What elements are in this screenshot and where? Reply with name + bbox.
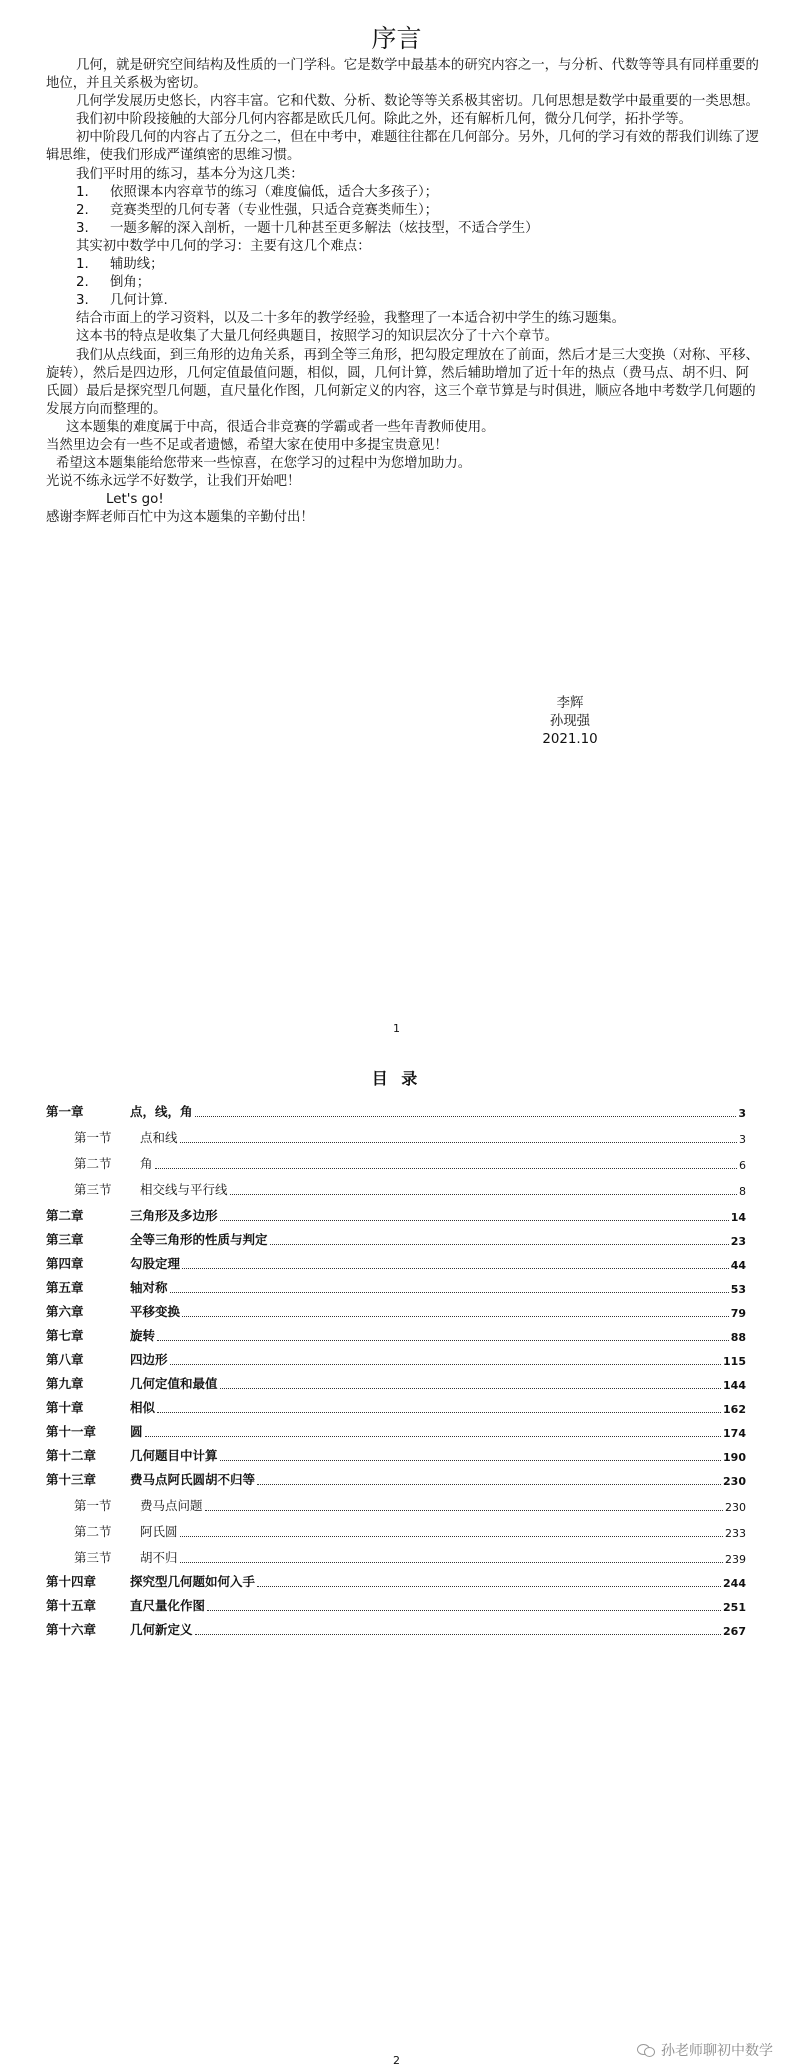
toc-entry-number: 第十二章 [46, 1448, 97, 1463]
paragraph-text: 辅助线； [110, 257, 164, 273]
paragraph-text: 依照课本内容章节的练习（难度偏低，适合大多孩子）； [110, 184, 439, 200]
paragraph-text: 一题多解的深入剖析，一题十几种甚至更多解法（炫技型，不适合学生） [110, 220, 539, 236]
toc-entry-page: 162 [723, 1403, 746, 1416]
toc-entry-title: 角 [140, 1156, 153, 1171]
toc-entry-number: 第三节 [74, 1550, 112, 1565]
toc-entry-number: 第十五章 [46, 1598, 97, 1613]
toc-section-row[interactable] [46, 1152, 746, 1172]
toc-page [0, 1040, 793, 2066]
toc-entry-number: 第八章 [46, 1352, 84, 1367]
toc-entry-number: 第二节 [74, 1524, 112, 1539]
toc-entry-title: 直尺量化作图 [130, 1598, 206, 1613]
toc-chapter-row[interactable] [46, 1570, 746, 1590]
toc-entry-number: 第一章 [46, 1104, 84, 1119]
toc-entry-page: 115 [723, 1355, 746, 1368]
paragraph-text: 几何，就是研究空间结构及性质的一门学科。它是数学中最基本的研究内容之一，与分析、代数等等具有同样重要的地位，并且关系极为密切。 [46, 58, 759, 92]
list-number: 2. [76, 275, 89, 291]
toc-entry-number: 第二章 [46, 1208, 84, 1223]
toc-leader [195, 1116, 737, 1117]
toc-chapter-row[interactable] [46, 1420, 746, 1440]
paragraph [46, 310, 762, 328]
toc-chapter-row[interactable] [46, 1204, 746, 1224]
toc-entry-number: 第五章 [46, 1280, 84, 1295]
list-number: 2. [76, 202, 89, 218]
list-item [46, 292, 762, 310]
toc-leader [170, 1292, 729, 1293]
page-number: 1 [393, 1022, 400, 1035]
paragraph-text: 结合市面上的学习资料，以及二十多年的教学经验，我整理了一本适合初中学生的练习题集。 [76, 311, 626, 327]
toc-leader [220, 1460, 722, 1461]
watermark-text: 孙老师聊初中数学 [661, 2043, 773, 2059]
toc-entry-title: 圆 [130, 1424, 143, 1439]
toc-chapter-row[interactable] [46, 1444, 746, 1464]
toc-title: 目 录 [371, 1069, 422, 1088]
toc-chapter-row[interactable] [46, 1324, 746, 1344]
paragraph-text: 当然里边会有一些不足或者遗憾，希望大家在使用中多提宝贵意见！ [46, 437, 448, 453]
toc-chapter-row[interactable] [46, 1300, 746, 1320]
toc-leader [220, 1388, 722, 1389]
paragraph [46, 419, 762, 437]
paragraph [46, 455, 762, 473]
toc-chapter-row[interactable] [46, 1396, 746, 1416]
toc-entry-page: 14 [730, 1211, 746, 1224]
paragraph-text: 这本书的特点是收集了大量几何经典题目，按照学习的知识层次分了十六个章节。 [76, 329, 559, 345]
page-number: 2 [393, 2054, 400, 2067]
toc-entry-page: 8 [739, 1185, 746, 1198]
toc-entry-page: 230 [723, 1475, 746, 1488]
paragraph-text: Let's go! [106, 492, 164, 508]
toc-entry-page: 174 [723, 1427, 746, 1440]
toc-entry-page: 3 [738, 1107, 746, 1120]
list-number: 1. [76, 184, 89, 200]
paragraph [46, 57, 762, 93]
list-item [46, 184, 762, 202]
paragraph [46, 437, 762, 455]
toc-entry-page: 244 [723, 1577, 746, 1590]
toc-chapter-row[interactable] [46, 1100, 746, 1120]
paragraph [46, 166, 762, 184]
paragraph-text: 几何计算. [110, 293, 168, 309]
toc-entry-number: 第十一章 [46, 1424, 97, 1439]
toc-entry-page: 88 [730, 1331, 746, 1344]
toc-chapter-row[interactable] [46, 1276, 746, 1296]
signature-name-2: 孙现强 [549, 714, 591, 729]
paragraph-text: 竞赛类型的几何专著（专业性强，只适合竞赛类师生）； [110, 202, 439, 218]
toc-entry-number: 第三章 [46, 1232, 84, 1247]
toc-leader [270, 1244, 729, 1245]
watermark [637, 2040, 773, 2060]
signature-name-1: 李辉 [556, 696, 584, 711]
toc-leader [257, 1484, 721, 1485]
toc-entry-number: 第六章 [46, 1304, 84, 1319]
toc-entry-page: 190 [723, 1451, 746, 1464]
toc-leader [220, 1220, 729, 1221]
toc-entry-number: 第四章 [46, 1256, 84, 1271]
toc-section-row[interactable] [46, 1178, 746, 1198]
toc-leader [182, 1268, 729, 1269]
toc-entry-page: 44 [730, 1259, 746, 1272]
list-number: 1. [76, 257, 89, 273]
toc-entry-page: 53 [730, 1283, 746, 1296]
toc-entry-page: 267 [723, 1625, 746, 1638]
toc-entry-title: 四边形 [130, 1352, 168, 1367]
toc-chapter-row[interactable] [46, 1228, 746, 1248]
toc-entry-title: 旋转 [130, 1328, 156, 1343]
paragraph-text: 几何学发展历史悠长，内容丰富。它和代数、分析、数论等等关系极其密切。几何思想是数学中最重要的一类思想。 [76, 94, 759, 110]
toc-leader [180, 1536, 723, 1537]
toc-entry-title: 几何题目中计算 [130, 1448, 218, 1463]
preface-title: 序言 [371, 24, 422, 53]
toc-chapter-row[interactable] [46, 1372, 746, 1392]
toc-entry-title: 平移变换 [130, 1304, 181, 1319]
toc-section-row[interactable] [46, 1126, 746, 1146]
paragraph [46, 328, 762, 346]
toc-leader [257, 1586, 721, 1587]
paragraph-text: 希望这本题集能给您带来一些惊喜，在您学习的过程中为您增加助力。 [56, 456, 472, 472]
toc-entry-number: 第十三章 [46, 1472, 97, 1487]
paragraph [46, 473, 762, 491]
toc-entry-page: 230 [725, 1501, 746, 1514]
toc-entry-number: 第三节 [74, 1182, 112, 1197]
paragraph-text: 其实初中数学中几何的学习：主要有这几个难点： [76, 238, 371, 254]
preface-body [46, 57, 762, 527]
toc-entry-title: 勾股定理 [130, 1256, 181, 1271]
toc-entry-page: 23 [730, 1235, 746, 1248]
toc-entry-page: 251 [723, 1601, 746, 1614]
toc-entry-number: 第二节 [74, 1156, 112, 1171]
paragraph-text: 我们从点线面，到三角形的边角关系，再到全等三角形，把勾股定理放在了前面，然后才是三大变换（对称、平移、旋转），然后是四边形，几何定值最值问题，相似，圆，几何计算，然后辅助增加了近十年的热点（费马点、胡不归、阿氏圆）最后是探究型几何题，直尺量化作图，几何新定义的内容，这三个章节算是与时俱进，顺应各地中考数学几何题的发展方向而整理的。 [46, 347, 759, 417]
paragraph [46, 111, 762, 129]
toc-leader [207, 1610, 721, 1611]
paragraph [46, 509, 762, 527]
toc-chapter-row[interactable] [46, 1348, 746, 1368]
list-number: 3. [76, 293, 89, 309]
toc-entry-page: 233 [725, 1527, 746, 1540]
paragraph [46, 347, 762, 419]
toc-entry-title: 点，线，角 [130, 1104, 193, 1119]
toc-section-row[interactable] [46, 1546, 746, 1566]
paragraph [46, 238, 762, 256]
toc-leader [157, 1412, 721, 1413]
list-item [46, 274, 762, 292]
paragraph-text: 倒角； [110, 275, 151, 291]
toc-entry-page: 239 [725, 1553, 746, 1566]
toc-entry-title: 相似 [130, 1400, 156, 1415]
toc-section-row[interactable] [46, 1520, 746, 1540]
paragraph [46, 129, 762, 165]
toc-entry-title: 探究型几何题如何入手 [130, 1574, 256, 1589]
toc-entry-title: 费马点阿氏圆胡不归等 [130, 1472, 256, 1487]
toc-leader [230, 1194, 737, 1195]
toc-entry-number: 第一节 [74, 1130, 112, 1145]
list-item [46, 256, 762, 274]
toc-entry-title: 胡不归 [140, 1550, 178, 1565]
list-item [46, 202, 762, 220]
paragraph [46, 93, 762, 111]
paragraph-text: 这本题集的难度属于中高，很适合非竞赛的学霸或者一些年青教师使用。 [66, 419, 495, 435]
toc-leader [195, 1634, 722, 1635]
toc-entry-title: 几何新定义 [130, 1622, 193, 1637]
toc-entry-title: 几何定值和最值 [130, 1376, 218, 1391]
toc-section-row[interactable] [46, 1494, 746, 1514]
signature-date: 2021.10 [542, 732, 598, 747]
paragraph-text: 我们平时用的练习，基本分为这几类： [76, 166, 304, 182]
toc-entry-number: 第十六章 [46, 1622, 97, 1637]
toc-entry-title: 相交线与平行线 [140, 1182, 228, 1197]
wechat-icon [637, 2043, 655, 2057]
toc-leader [182, 1316, 729, 1317]
paragraph-text: 初中阶段几何的内容占了五分之二，但在中考中，难题往往都在几何部分。另外，几何的学习有效的帮我们训练了逻辑思维，使我们形成严谨缜密的思维习惯。 [46, 130, 759, 164]
toc-leader [145, 1436, 722, 1437]
toc-leader [170, 1364, 722, 1365]
toc-entry-number: 第七章 [46, 1328, 84, 1343]
toc-entry-page: 79 [730, 1307, 746, 1320]
toc-entry-title: 阿氏圆 [140, 1524, 178, 1539]
toc-entry-page: 3 [739, 1133, 746, 1146]
toc-leader [180, 1562, 723, 1563]
toc-entry-number: 第十四章 [46, 1574, 97, 1589]
toc-entry-page: 144 [723, 1379, 746, 1392]
toc-entry-page: 6 [739, 1159, 746, 1172]
toc-entry-title: 三角形及多边形 [130, 1208, 218, 1223]
paragraph [46, 491, 762, 509]
toc-chapter-row[interactable] [46, 1468, 746, 1488]
toc-entry-number: 第十章 [46, 1400, 84, 1415]
toc-entry-title: 费马点问题 [140, 1498, 203, 1513]
list-item [46, 220, 762, 238]
paragraph-text: 我们初中阶段接触的大部分几何内容都是欧氏几何。除此之外，还有解析几何，微分几何学，拓扑学等。 [76, 112, 692, 128]
paragraph-text: 光说不练永远学不好数学，让我们开始吧！ [46, 474, 301, 490]
paragraph-text: 感谢李辉老师百忙中为这本题集的辛勤付出！ [46, 510, 314, 526]
toc-entry-title: 点和线 [140, 1130, 178, 1145]
toc-chapter-row[interactable] [46, 1618, 746, 1638]
toc-entry-title: 轴对称 [130, 1280, 168, 1295]
list-number: 3. [76, 220, 89, 236]
toc-entry-number: 第一节 [74, 1498, 112, 1513]
toc-leader [180, 1142, 737, 1143]
toc-chapter-row[interactable] [46, 1594, 746, 1614]
signature [520, 695, 620, 749]
toc-leader [155, 1168, 737, 1169]
toc-entry-title: 全等三角形的性质与判定 [130, 1232, 268, 1247]
toc-leader [157, 1340, 729, 1341]
toc-chapter-row[interactable] [46, 1252, 746, 1272]
toc-entry-number: 第九章 [46, 1376, 84, 1391]
toc-leader [205, 1510, 723, 1511]
